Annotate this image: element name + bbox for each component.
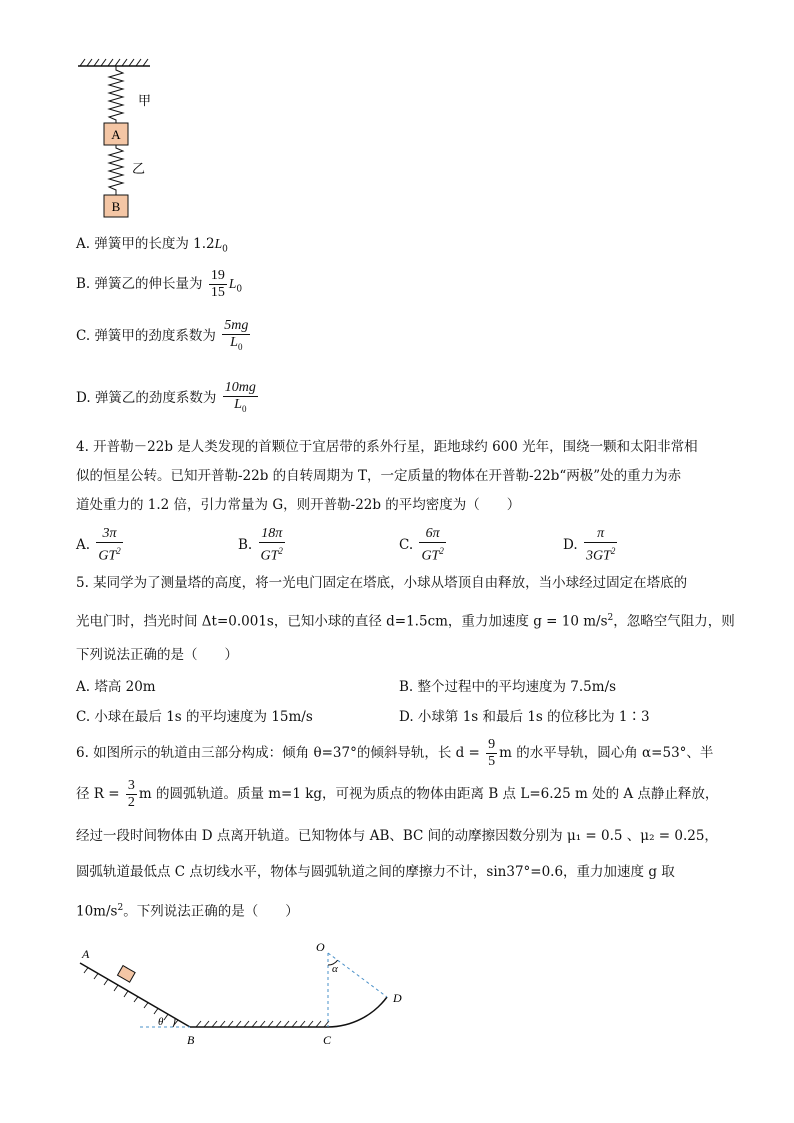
q5-line-2: 光电门时，挡光时间 Δt=0.001s，已知小球的直径 d=1.5cm，重力加速度 g = 10 $m/s^2$，忽略空气阻力，则 bbox=[76, 613, 735, 630]
track-figure bbox=[70, 935, 420, 1060]
q3-option-d: D. 弹簧乙的劲度系数为 $\frac{10mg}{L_0}$ bbox=[76, 380, 256, 414]
point-a-label: A bbox=[82, 947, 90, 961]
q4-option-a: A. $\frac{3\pi}{GT^2}$ bbox=[76, 526, 121, 564]
spring-jia bbox=[109, 66, 123, 123]
q6-line-4: 圆弧轨道最低点 C 点切线水平，物体与圆弧轨道之间的摩擦力不计，sin37°=0.6，重力加速度 g 取 bbox=[76, 864, 675, 880]
point-o-label: O bbox=[316, 940, 325, 954]
label-yi: 乙 bbox=[132, 161, 146, 176]
q5-line-3: 下列说法正确的是（ ） bbox=[76, 647, 238, 663]
block-b-label: B bbox=[111, 199, 121, 214]
q3-option-a: A. 弹簧甲的长度为 $1.2L_0$ bbox=[76, 236, 228, 255]
block-a-label: A bbox=[111, 127, 121, 142]
q5-option-b: B. 整个过程中的平均速度为 7.5m/s bbox=[399, 679, 617, 695]
q5-option-a: A. 塔高 20m bbox=[76, 679, 156, 695]
alpha-label: α bbox=[332, 963, 338, 975]
point-c-label: C bbox=[323, 1033, 332, 1047]
arc-track bbox=[328, 997, 387, 1027]
q5-line-1: 5. 某同学为了测量塔的高度，将一光电门固定在塔底，小球从塔顶自由释放，当小球经过固定在塔底的 bbox=[76, 575, 688, 591]
q6-line-5: $10m/s^2$。下列说法正确的是（ ） bbox=[76, 903, 299, 920]
q5-option-c: C. 小球在最后 1s 的平均速度为 15m/s bbox=[76, 709, 313, 725]
q6-line-3: 经过一段时间物体由 D 点离开轨道。已知物体与 AB、BC 间的动摩擦因数分别为 μ₁ = 0.5 、μ₂ = 0.25， bbox=[76, 828, 718, 844]
q3-option-c: C. 弹簧甲的劲度系数为 $\frac{5mg}{L_0}$ bbox=[76, 318, 249, 352]
q4-option-c: C. $\frac{6\pi}{GT^2}$ bbox=[399, 526, 444, 564]
q6-line-1: 6. 如图所示的轨道由三部分构成：倾角 θ=37°的倾斜导轨，长 d = $\frac{9}{5}$ m 的水平导轨，圆心角 α=53°、半 bbox=[76, 737, 714, 769]
point-d-label: D bbox=[393, 991, 402, 1005]
q4-line-2: 似的恒星公转。已知开普勒-22b 的自转周期为 T，一定质量的物体在开普勒-22b“两极”处的重力为赤 bbox=[76, 468, 682, 484]
q4-line-3: 道处重力的 1.2 倍，引力常量为 G，则开普勒-22b 的平均密度为（ ） bbox=[76, 497, 521, 513]
block-on-incline bbox=[118, 966, 136, 983]
q4-option-d: D. $\frac{\pi}{3GT^2}$ bbox=[563, 526, 616, 564]
q4-option-b: B. $\frac{18\pi}{GT^2}$ bbox=[238, 526, 283, 564]
q4-line-1: 4. 开普勒－22b 是人类发现的首颗位于宜居带的系外行星，距地球约 600 光年，围绕一颗和太阳非常相 bbox=[76, 439, 698, 455]
q5-option-d: D. 小球第 1s 和最后 1s 的位移比为 1∶3 bbox=[399, 709, 650, 725]
point-b-label: B bbox=[187, 1033, 195, 1047]
label-jia: 甲 bbox=[138, 93, 152, 108]
theta-label: θ bbox=[158, 1016, 164, 1028]
q3-option-b: B. 弹簧乙的伸长量为 $\frac{19}{15}$ $L_0$ bbox=[76, 268, 243, 300]
spring-blocks-figure bbox=[70, 55, 170, 225]
q6-line-2: 径 R = $\frac{3}{2}$ m 的圆弧轨道。质量 m=1 kg，可视为质点的物体由距离 B 点 L=6.25 m 处的 A 点静止释放， bbox=[76, 778, 719, 810]
spring-yi bbox=[109, 145, 123, 195]
